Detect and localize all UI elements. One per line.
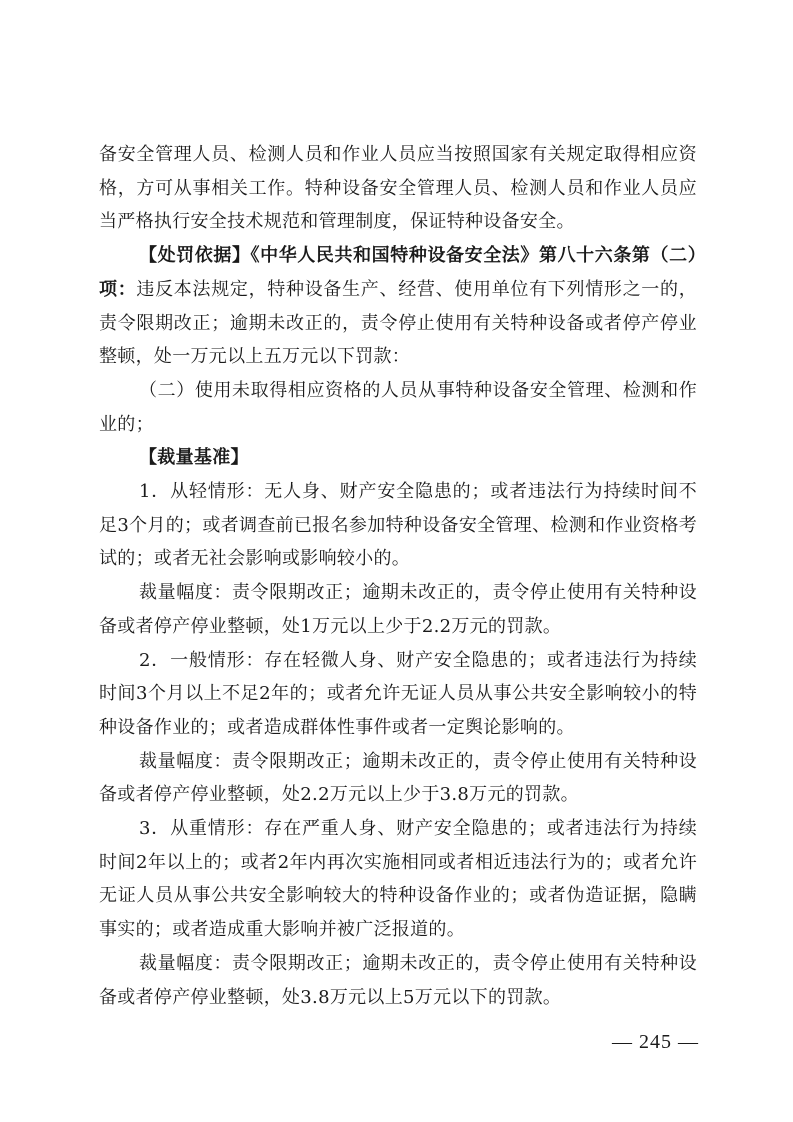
page-number: — 245 — — [612, 1031, 699, 1053]
penalty-item-2: （二）使用未取得相应资格的人员从事特种设备安全管理、检测和作业的； — [99, 379, 697, 435]
penalty-basis-text: 违反本法规定，特种设备生产、经营、使用单位有下列情形之一的，责令限期改正；逾期未改正的，责令停止使用有关特种设备或者停产停业整顿，处一万元以上五万元以下罚款： — [99, 278, 697, 368]
general-situation-paragraph: 2．一般情形：存在轻微人身、财产安全隐患的；或者违法行为持续时间3个月以上不足2年的；或者允许无证人员从事公共安全影响较小的特种设备作业的；或者造成群体性事件或者一定舆论影响的。 — [99, 649, 697, 738]
light-situation-paragraph: 1．从轻情形：无人身、财产安全隐患的；或者违法行为持续时间不足3个月的；或者调查前已报名参加特种设备安全管理、检测和作业资格考试的；或者无社会影响或影响较小的。 — [99, 481, 697, 570]
heavy-situation-paragraph: 3．从重情形：存在严重人身、财产安全隐患的；或者违法行为持续时间2年以上的；或者2年内再次实施相同或者相近违法行为的；或者允许无证人员从事公共安全影响较大的特种设备作业的；或者伪造证据，隐瞒事实的；或者造成重大影响并被广泛报道的。 — [99, 818, 697, 941]
penalty-basis-paragraph — [99, 239, 697, 374]
intro-paragraph: 备安全管理人员、检测人员和作业人员应当按照国家有关规定取得相应资格，方可从事相关工作。特种设备安全管理人员、检测人员和作业人员应当严格执行安全技术规范和管理制度，保证特种设备安全。 — [99, 144, 697, 233]
general-range-paragraph: 裁量幅度：责令限期改正；逾期未改正的，责令停止使用有关特种设备或者停产停业整顿，处2.2万元以上少于3.8万元的罚款。 — [99, 750, 697, 806]
document-body — [99, 138, 697, 1014]
penalty-basis-heading: 【处罚依据】《中华人民共和国特种设备安全法》第八十六条第（二）项： — [99, 245, 697, 300]
criteria-heading: 【裁量基准】 — [139, 447, 249, 469]
heavy-range-paragraph: 裁量幅度：责令限期改正；逾期未改正的，责令停止使用有关特种设备或者停产停业整顿，处3.8万元以上5万元以下的罚款。 — [99, 952, 697, 1008]
light-range-paragraph: 裁量幅度：责令限期改正；逾期未改正的，责令停止使用有关特种设备或者停产停业整顿，处1万元以上少于2.2万元的罚款。 — [99, 582, 697, 637]
